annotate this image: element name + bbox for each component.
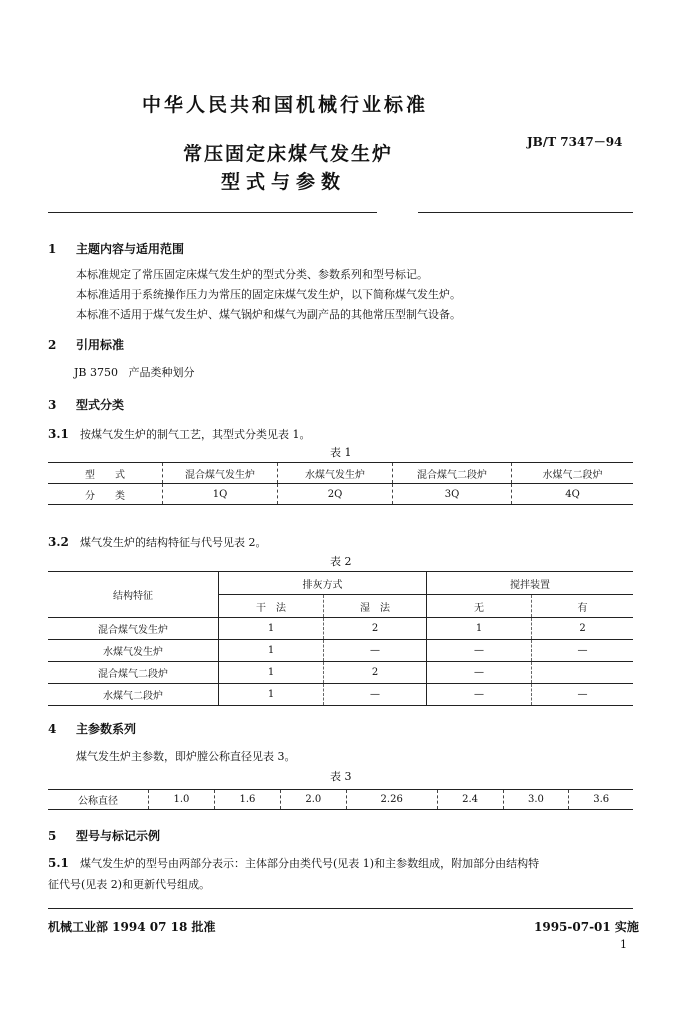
document-title-line2: 型式与参数 [221, 171, 347, 193]
reference-standard: JB 3750 产品类种划分 [74, 366, 195, 379]
table-row [48, 463, 633, 484]
table-cell: 2.26 [346, 790, 437, 810]
table-header-cell: 有 [532, 595, 634, 618]
section-1-paragraph: 本标准不适用于煤气发生炉、煤气锅炉和煤气为副产品的其他常压型制气设备。 [76, 308, 461, 321]
section-2-heading: 2 引用标准 [48, 338, 125, 352]
table-cell: 2 [324, 662, 427, 684]
footer-rule [48, 908, 633, 909]
table-header-cell: 混合煤气发生炉 [163, 463, 278, 484]
table-row [48, 662, 633, 684]
table-cell: 混合煤气二段炉 [48, 662, 219, 684]
table-cell: 3.0 [503, 790, 569, 810]
table-header-cell: 混合煤气二段炉 [393, 463, 512, 484]
table-1-caption: 表 1 [330, 446, 352, 459]
table-2 [48, 571, 633, 706]
table-cell: — [324, 684, 427, 706]
table-cell: 1 [219, 684, 324, 706]
table-cell: 1.6 [214, 790, 280, 810]
table-cell: 1 [219, 640, 324, 662]
table-cell: — [427, 662, 532, 684]
table-cell: 3Q [393, 484, 512, 505]
table-header-cell: 干 法 [219, 595, 324, 618]
clause-3-1: 3.1 按煤气发生炉的制气工艺，其型式分类见表 1。 [48, 427, 311, 441]
industry-standard-title: 中华人民共和国机械行业标准 [142, 94, 429, 116]
table-row [48, 684, 633, 706]
table-2-caption: 表 2 [330, 555, 352, 568]
header-rule-right [418, 212, 633, 213]
table-cell: — [427, 684, 532, 706]
table-cell: 3.6 [569, 790, 633, 810]
table-header-cell: 搅拌装置 [427, 572, 634, 595]
table-cell: 水煤气发生炉 [48, 640, 219, 662]
header-rule-left [48, 212, 377, 213]
section-3-heading: 3 型式分类 [48, 398, 125, 412]
table-cell: 2.4 [437, 790, 503, 810]
page-number: 1 [620, 938, 627, 951]
table-cell [532, 662, 634, 684]
table-header-cell: 公称直径 [48, 790, 149, 810]
table-row [48, 572, 633, 595]
table-cell: — [532, 640, 634, 662]
table-3-caption: 表 3 [330, 770, 352, 783]
clause-5-1-continued: 征代号(见表 2)和更新代号组成。 [48, 878, 211, 891]
table-header-cell: 水煤气二段炉 [512, 463, 634, 484]
table-row [48, 790, 633, 810]
table-cell: — [427, 640, 532, 662]
table-1 [48, 462, 633, 505]
table-cell: 混合煤气发生炉 [48, 618, 219, 640]
table-cell: 2 [324, 618, 427, 640]
table-row [48, 618, 633, 640]
table-header-cell: 无 [427, 595, 532, 618]
table-cell: 1Q [163, 484, 278, 505]
table-header-cell: 湿 法 [324, 595, 427, 618]
table-cell: 1.0 [149, 790, 215, 810]
table-cell: 2.0 [280, 790, 346, 810]
clause-3-2: 3.2 煤气发生炉的结构特征与代号见表 2。 [48, 535, 267, 549]
table-header-cell: 结构特征 [48, 572, 219, 618]
table-cell: 4Q [512, 484, 634, 505]
table-row [48, 484, 633, 505]
table-cell: 水煤气二段炉 [48, 684, 219, 706]
section-1-heading: 1 主题内容与适用范围 [48, 242, 185, 256]
table-cell: — [324, 640, 427, 662]
document-title-line1: 常压固定床煤气发生炉 [183, 143, 394, 165]
implementation-date: 1995-07-01 实施 [534, 920, 639, 934]
table-cell: 1 [219, 618, 324, 640]
section-1-paragraph: 本标准规定了常压固定床煤气发生炉的型式分类、参数系列和型号标记。 [76, 268, 428, 281]
table-3 [48, 789, 633, 810]
standard-code: JB/T 7347－94 [527, 135, 623, 149]
table-cell: — [532, 684, 634, 706]
table-row [48, 640, 633, 662]
table-cell: 2 [532, 618, 634, 640]
section-5-heading: 5 型号与标记示例 [48, 829, 161, 843]
section-1-paragraph: 本标准适用于系统操作压力为常压的固定床煤气发生炉，以下简称煤气发生炉。 [76, 288, 461, 301]
table-header-cell: 排灰方式 [219, 572, 427, 595]
clause-5-1: 5.1 煤气发生炉的型号由两部分表示：主体部分由类代号(见表 1)和主参数组成，附加部分由结构特 [48, 856, 540, 870]
table-cell: 1 [427, 618, 532, 640]
table-header-cell: 型 式 [48, 463, 163, 484]
section-4-paragraph: 煤气发生炉主参数，即炉膛公称直径见表 3。 [76, 750, 296, 763]
section-4-heading: 4 主参数系列 [48, 722, 137, 736]
table-header-cell: 水煤气发生炉 [278, 463, 393, 484]
table-cell: 分 类 [48, 484, 163, 505]
approval-date: 机械工业部 1994 07 18 批准 [48, 920, 216, 934]
table-cell: 2Q [278, 484, 393, 505]
table-cell: 1 [219, 662, 324, 684]
